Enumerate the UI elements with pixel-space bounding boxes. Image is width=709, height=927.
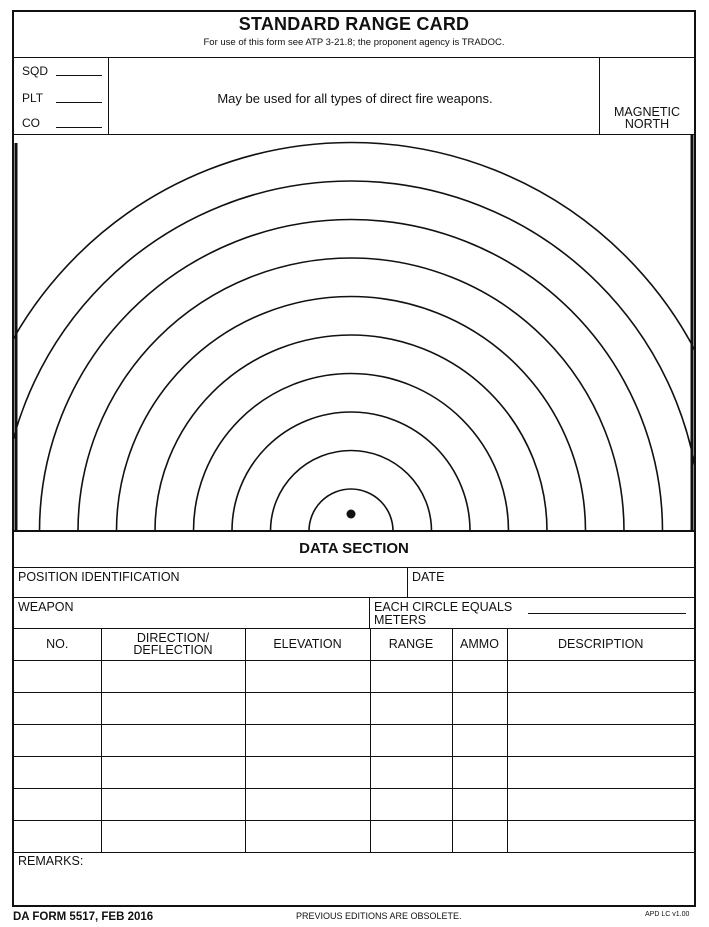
table-cell[interactable] (370, 692, 452, 724)
table-cell[interactable] (245, 724, 370, 756)
table-cell[interactable] (507, 692, 694, 724)
plt-field[interactable] (22, 91, 104, 105)
data-table (14, 629, 694, 853)
table-row (14, 820, 694, 852)
circle-equals-field[interactable] (369, 598, 694, 628)
circle-equals-underline (528, 613, 686, 614)
form-header (14, 12, 694, 58)
range-rings-group (14, 143, 694, 532)
form-subtitle: For use of this form see ATP 3-21.8; the proponent agency is TRADOC. (203, 37, 505, 48)
table-cell[interactable] (452, 692, 507, 724)
table-cell[interactable] (452, 660, 507, 692)
table-cell[interactable] (14, 692, 101, 724)
plt-underline (56, 102, 102, 103)
table-cell[interactable] (370, 820, 452, 852)
weapon-row (14, 598, 694, 629)
table-cell[interactable] (507, 756, 694, 788)
magnetic-north-label (600, 106, 694, 130)
usage-note: May be used for all types of direct fire weapons. (217, 91, 493, 106)
table-cell[interactable] (101, 788, 245, 820)
table-cell[interactable] (14, 788, 101, 820)
magnetic-label-line2: NORTH (624, 117, 670, 131)
table-cell[interactable] (14, 820, 101, 852)
date-label: DATE (412, 570, 445, 584)
table-row (14, 756, 694, 788)
position-row (14, 568, 694, 598)
form-title: STANDARD RANGE CARD (238, 14, 470, 34)
range-ring (14, 181, 694, 531)
col-header-no: NO. (14, 629, 101, 660)
table-cell[interactable] (370, 724, 452, 756)
identification-row (14, 58, 694, 135)
range-card-form (12, 10, 696, 907)
unit-id-box (14, 58, 109, 135)
weapon-label[interactable]: WEAPON (18, 600, 74, 614)
remarks-label: REMARKS: (18, 854, 84, 868)
table-cell[interactable] (101, 724, 245, 756)
table-cell[interactable] (101, 820, 245, 852)
table-cell[interactable] (370, 788, 452, 820)
table-cell[interactable] (452, 724, 507, 756)
plt-label: PLT (22, 91, 44, 105)
obsolete-note: PREVIOUS EDITIONS ARE OBSOLETE. (296, 911, 462, 921)
magnetic-label-line1: MAGNETIC (614, 105, 680, 119)
col-header-direction: DIRECTION/ DEFLECTION (101, 629, 245, 660)
table-row (14, 660, 694, 692)
col-header-description: DESCRIPTION (507, 629, 694, 660)
range-ring (40, 220, 663, 532)
table-cell[interactable] (101, 660, 245, 692)
table-cell[interactable] (452, 820, 507, 852)
version-label: APD LC v1.00 (645, 911, 690, 918)
weapon-position-dot (347, 510, 356, 519)
table-cell[interactable] (101, 756, 245, 788)
magnetic-north-box[interactable] (599, 58, 694, 135)
table-cell[interactable] (14, 756, 101, 788)
table-cell[interactable] (245, 820, 370, 852)
co-field[interactable] (22, 116, 104, 130)
table-cell[interactable] (452, 788, 507, 820)
table-cell[interactable] (14, 660, 101, 692)
col-header-elevation: ELEVATION (245, 629, 370, 660)
table-cell[interactable] (507, 724, 694, 756)
col-header-range: RANGE (370, 629, 452, 660)
range-ring (155, 335, 547, 531)
range-ring (14, 143, 694, 532)
table-cell[interactable] (245, 692, 370, 724)
table-cell[interactable] (245, 756, 370, 788)
co-label: CO (22, 116, 40, 130)
table-cell[interactable] (245, 788, 370, 820)
sqd-underline (56, 75, 102, 76)
form-number: DA FORM 5517, FEB 2016 (13, 911, 154, 923)
table-row (14, 692, 694, 724)
remarks-field[interactable] (14, 853, 694, 905)
co-underline (56, 127, 102, 128)
table-cell[interactable] (507, 660, 694, 692)
table-cell[interactable] (101, 692, 245, 724)
data-section-title: DATA SECTION (14, 532, 694, 568)
range-ring (271, 451, 432, 532)
range-ring (194, 374, 509, 532)
table-cell[interactable] (245, 660, 370, 692)
table-cell[interactable] (452, 756, 507, 788)
table-row (14, 788, 694, 820)
col-header-ammo: AMMO (452, 629, 507, 660)
range-rings-diagram (14, 135, 694, 531)
sector-sketch-area[interactable] (14, 135, 694, 532)
sqd-label: SQD (22, 64, 49, 78)
position-id-label[interactable]: POSITION IDENTIFICATION (18, 570, 180, 584)
table-row (14, 724, 694, 756)
table-header-row (14, 629, 694, 660)
circle-equals-label: EACH CIRCLE EQUALS (374, 600, 513, 614)
meters-label: METERS (374, 613, 427, 627)
sqd-field[interactable] (22, 64, 104, 78)
table-cell[interactable] (370, 756, 452, 788)
table-cell[interactable] (14, 724, 101, 756)
table-cell[interactable] (507, 788, 694, 820)
date-field[interactable] (407, 568, 694, 597)
table-cell[interactable] (507, 820, 694, 852)
range-ring (117, 297, 586, 532)
table-cell[interactable] (370, 660, 452, 692)
